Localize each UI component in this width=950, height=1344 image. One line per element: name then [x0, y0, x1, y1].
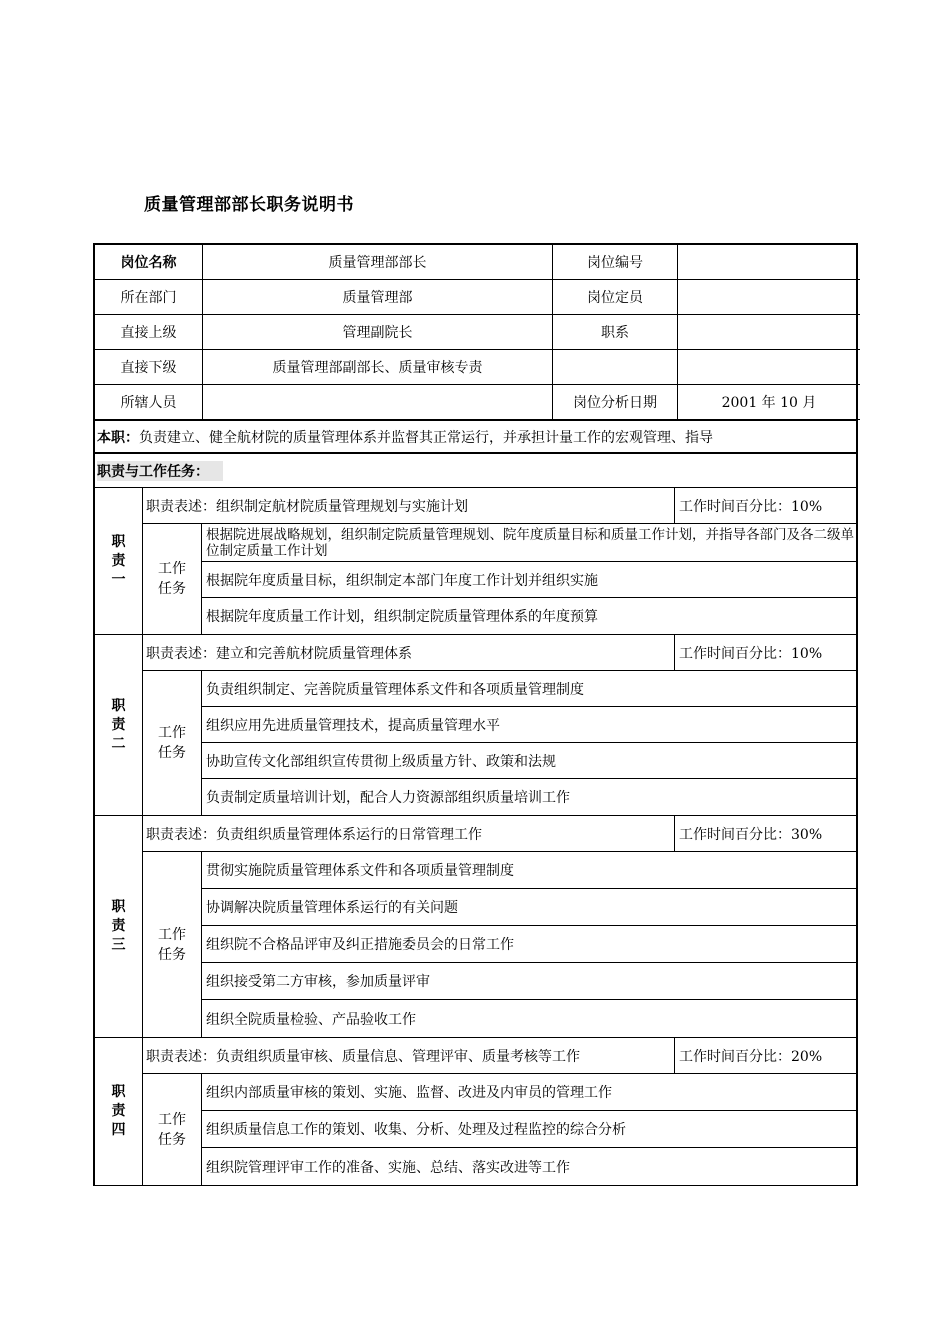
- task-item: 根据院进展战略规划，组织制定院质量管理规划、院年度质量目标和质量工作计划，并指导各部门及各二级单位制定质量工作计划: [202, 524, 856, 562]
- duty-name: 职责二: [95, 635, 143, 815]
- info-value: 质量管理部: [203, 280, 553, 315]
- task-item: 根据院年度质量目标，组织制定本部门年度工作计划并组织实施: [202, 562, 856, 598]
- task-item: 协调解决院质量管理体系运行的有关问题: [202, 889, 856, 926]
- task-item: 组织应用先进质量管理技术，提高质量管理水平: [202, 707, 856, 743]
- info-key: 岗位分析日期: [553, 385, 678, 420]
- duty-block: [93, 1038, 858, 1186]
- duty-block: [93, 635, 858, 816]
- task-item: 负责组织制定、完善院质量管理体系文件和各项质量管理制度: [202, 671, 856, 707]
- task-item: 组织院管理评审工作的准备、实施、总结、落实改进等工作: [206, 1159, 570, 1176]
- duty-description: 职责表述：负责组织质量管理体系运行的日常管理工作: [143, 816, 675, 852]
- info-key: 职系: [553, 315, 678, 350]
- info-key: 直接上级: [95, 315, 203, 350]
- duty-time-percent: 工作时间百分比：30%: [675, 816, 856, 852]
- duty-name: 职责一: [95, 488, 143, 634]
- duty-name: 职责三: [95, 816, 143, 1037]
- task-item: 根据院年度质量工作计划，组织制定院质量管理体系的年度预算: [206, 609, 598, 625]
- duty-description: 职责表述：建立和完善航材院质量管理体系: [143, 635, 675, 671]
- info-key: 岗位名称: [95, 245, 203, 280]
- task-list: [202, 852, 856, 1037]
- page-title: 质量管理部部长职务说明书: [144, 195, 354, 215]
- duty-block: [93, 488, 858, 635]
- duties-header: 职责与工作任务：: [97, 461, 223, 481]
- task-label: 工作任务: [143, 1074, 202, 1185]
- info-key: 所辖人员: [95, 385, 203, 420]
- duty-time-percent: 工作时间百分比：10%: [675, 488, 856, 524]
- info-value: [203, 385, 553, 420]
- info-key: 直接下级: [95, 350, 203, 385]
- task-label: 工作任务: [143, 524, 202, 634]
- info-value: 质量管理部副部长、质量审核专责: [203, 350, 553, 385]
- task-list: [202, 671, 856, 815]
- info-value: 2001 年 10 月: [678, 385, 860, 420]
- duty-name: 职责四: [95, 1038, 143, 1185]
- info-value: [678, 315, 860, 350]
- info-key: 所在部门: [95, 280, 203, 315]
- benzhi-row: [93, 420, 858, 454]
- basic-info-grid: [93, 243, 858, 420]
- task-list: [202, 1074, 856, 1185]
- info-value: 质量管理部部长: [203, 245, 553, 280]
- task-label: 工作任务: [143, 671, 202, 815]
- task-label: 工作任务: [143, 852, 202, 1037]
- task-item: 组织全院质量检验、产品验收工作: [206, 1011, 416, 1028]
- info-key: [553, 350, 678, 385]
- info-key: 岗位定员: [553, 280, 678, 315]
- task-item: 组织内部质量审核的策划、实施、监督、改进及内审员的管理工作: [202, 1074, 856, 1111]
- duty-description: 职责表述：负责组织质量审核、质量信息、管理评审、质量考核等工作: [143, 1038, 675, 1074]
- info-value: 管理副院长: [203, 315, 553, 350]
- duties-header-row: [93, 454, 858, 488]
- task-item: 负责制定质量培训计划，配合人力资源部组织质量培训工作: [206, 790, 570, 806]
- info-value: [678, 350, 860, 385]
- task-list: [202, 524, 856, 634]
- task-item: 协助宣传文化部组织宣传贯彻上级质量方针、政策和法规: [202, 743, 856, 779]
- job-description-table: [93, 243, 858, 1186]
- info-value: [678, 245, 860, 280]
- task-item: 贯彻实施院质量管理体系文件和各项质量管理制度: [202, 852, 856, 889]
- task-item: 组织接受第二方审核，参加质量评审: [202, 963, 856, 1000]
- benzhi-label: 本职：: [97, 429, 139, 446]
- task-item: 组织院不合格品评审及纠正措施委员会的日常工作: [202, 926, 856, 963]
- duty-time-percent: 工作时间百分比：10%: [675, 635, 856, 671]
- info-value: [678, 280, 860, 315]
- duty-description: 职责表述：组织制定航材院质量管理规划与实施计划: [143, 488, 675, 524]
- duty-time-percent: 工作时间百分比：20%: [675, 1038, 856, 1074]
- duty-block: [93, 816, 858, 1038]
- benzhi-text: 负责建立、健全航材院的质量管理体系并监督其正常运行，并承担计量工作的宏观管理、指导: [139, 429, 713, 446]
- task-item: 组织质量信息工作的策划、收集、分析、处理及过程监控的综合分析: [202, 1111, 856, 1148]
- info-key: 岗位编号: [553, 245, 678, 280]
